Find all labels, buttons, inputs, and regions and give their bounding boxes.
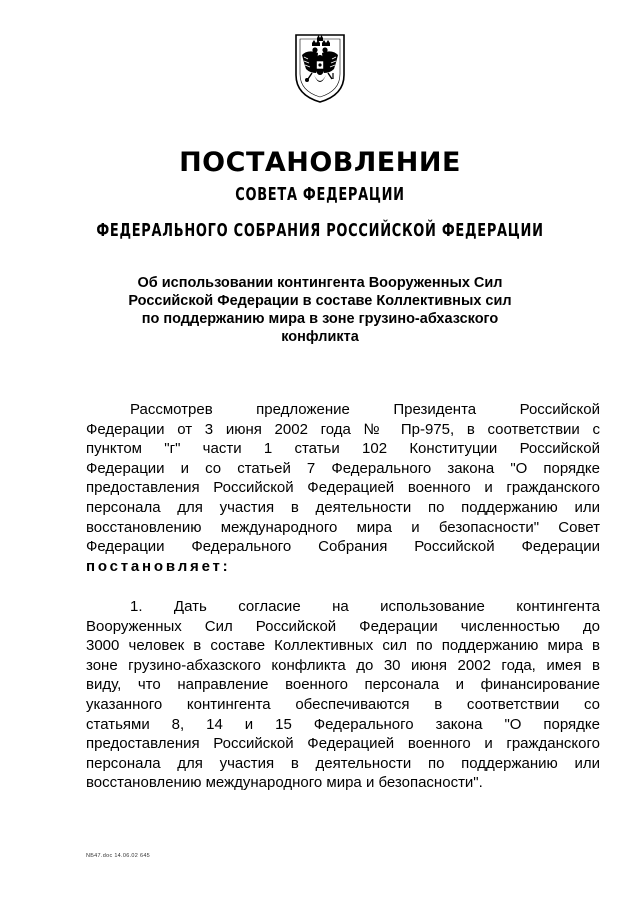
clause-line: указанного контингента обеспечиваются в соответствии со	[86, 695, 600, 713]
document-subject	[110, 274, 530, 346]
document-header	[0, 146, 640, 243]
coat-of-arms-icon	[290, 29, 350, 105]
document-issuer-line-2: ФЕДЕРАЛЬНОГО СОБРАНИЯ РОССИЙСКОЙ ФЕДЕРАЦИИ	[96, 220, 544, 241]
preamble-line: предоставления Российской Федерацией военного и гражданского	[86, 479, 600, 497]
preamble-line: Федерации от 3 июня 2002 года № Пр-975, в соответствии с	[86, 420, 600, 438]
document-issuer-line-1: СОВЕТА ФЕДЕРАЦИИ	[235, 184, 405, 205]
subject-line: по поддержанию мира в зоне грузино-абхазского	[141, 311, 499, 327]
subject-line: Российской Федерации в составе Коллективных сил	[128, 293, 512, 309]
document-title: ПОСТАНОВЛЕНИЕ	[179, 147, 461, 178]
clause-line: восстановлению международного мира и безопасности".	[86, 774, 483, 792]
preamble-line: пунктом "г" части 1 статьи 102 Конституции Российской	[86, 440, 600, 458]
clause-line: 1. Дать согласие на использование контингента	[130, 598, 600, 615]
clause-line: виду, что направление военного персонала и финансирование	[86, 676, 600, 694]
subject-line: Об использовании контингента Вооруженных Сил	[137, 275, 503, 291]
preamble-line: восстановлению международного мира и безопасности" Совет	[86, 518, 600, 536]
clause-line: статьями 8, 14 и 15 Федерального закона "О порядке	[86, 715, 600, 733]
clause-line: 3000 человек в составе Коллективных сил по поддержанию мира в	[86, 637, 600, 655]
file-reference: NБ47.doc 14.06.02 645	[86, 853, 151, 859]
preamble-line: персонала для участия в деятельности по поддержанию или	[86, 498, 600, 516]
clause-line: персонала для участия в деятельности по поддержанию или	[86, 754, 600, 772]
resolves-word: постановляет:	[86, 557, 231, 575]
clause-line: зоне грузино-абхазского конфликта до 30 июня 2002 года, имея в	[86, 656, 600, 674]
preamble-paragraph	[86, 400, 600, 576]
clause-line: предоставления Российской Федерацией военного и гражданского	[86, 735, 600, 753]
clause-line: Вооруженных Сил Российской Федерации численностью до	[86, 617, 600, 635]
preamble-line: Федерации Федерального Собрания Российской Федерации	[86, 538, 600, 556]
clause-1-paragraph	[86, 597, 600, 793]
subject-line: конфликта	[281, 329, 359, 345]
preamble-line: Федерации и со статьей 7 Федерального закона "О порядке	[86, 459, 600, 477]
preamble-line: Рассмотрев предложение Президента Российской	[130, 401, 600, 418]
